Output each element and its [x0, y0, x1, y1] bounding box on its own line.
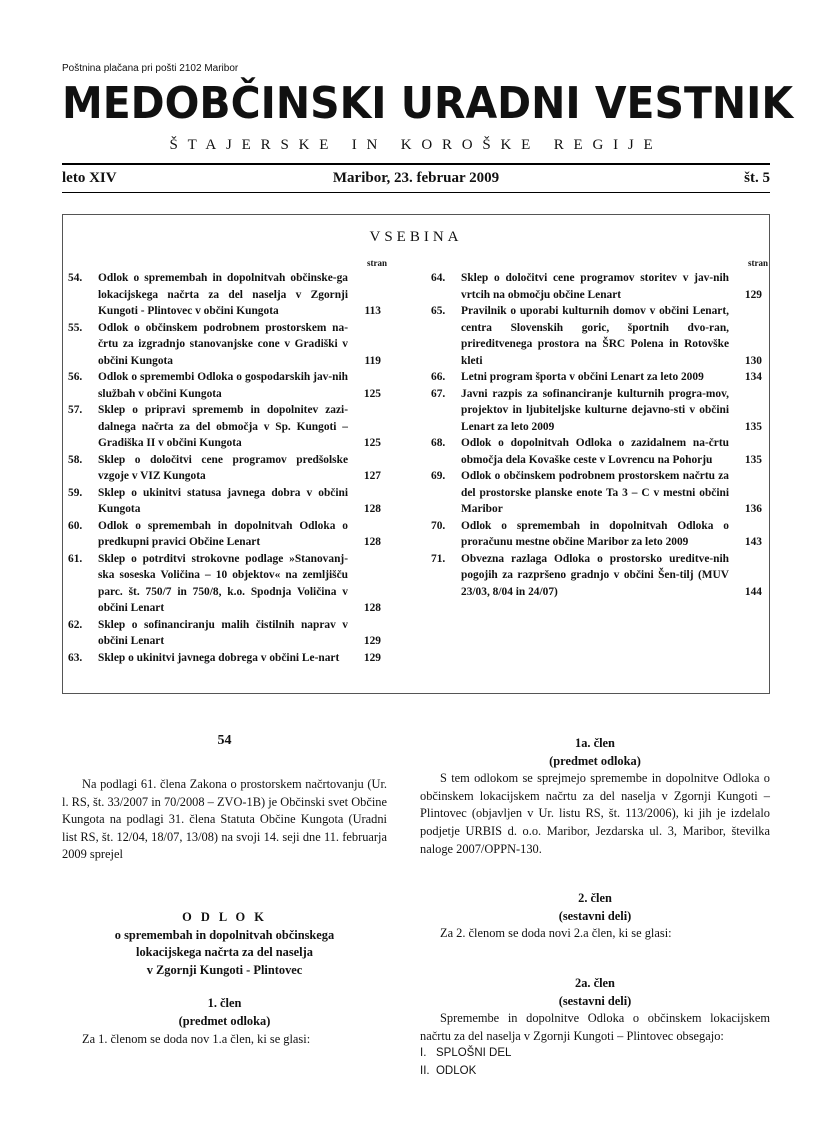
- toc-entry-page: 129: [363, 635, 381, 647]
- toc-entry-title: Odlok o dopolnitvah Odloka o zazidalnem na-črtu območja dela Kovaške ceste v Lovrencu na Pohorju: [461, 437, 729, 466]
- bottom-rule: [62, 192, 770, 193]
- toc-entry: [426, 270, 769, 303]
- article-text: S tem odlokom se sprejmejo spremembe in dopolnitve Odloka o občinskem lokacijskem načrtu za del naselja v Zgornji Kungoti – Plintovec (objavljen v Ur. listu RS, št. 113/2006), ki jih je izdelalo podjetje URBIS d. o.o. Maribor, Jezdarska ul. 3, Maribor, številka naloge 2007/OPPN-130.: [420, 771, 770, 856]
- toc-entry-page: 130: [744, 354, 762, 367]
- article-title: 2. člen: [578, 891, 612, 906]
- toc-entry-number: 69.: [431, 470, 446, 482]
- toc-entry: [63, 369, 388, 402]
- toc-entry-page: 113: [364, 305, 381, 317]
- article-subtitle: (sestavni deli): [558, 908, 632, 923]
- toc-entry-title: Sklep o ukinitvi javnega dobrega v občini Le-nart: [98, 651, 340, 664]
- toc-entry-number: 70.: [431, 519, 446, 532]
- toc-entry: [63, 617, 388, 650]
- toc-entry-title: Sklep o pripravi sprememb in dopolnitev zazi-dalnega načrta za del območja v Sp. Kungoti – Gradiška II v občini Kungota: [98, 404, 348, 449]
- toc-entry-title: Sklep o sofinanciranju malih čistilnih naprav v občini Lenart: [98, 618, 348, 647]
- toc-entry-page: 129: [363, 651, 381, 664]
- toc-entry-page: 119: [364, 354, 381, 367]
- masthead-title: MEDOBČINSKI URADNI VESTNIK: [62, 78, 794, 129]
- toc-entry-number: 63.: [68, 651, 83, 664]
- toc-entry-number: 71.: [431, 552, 446, 565]
- odlok-title: O D L O K: [182, 909, 267, 924]
- toc-entry-page: 134: [744, 371, 762, 383]
- place-date: Maribor, 23. februar 2009: [332, 170, 500, 186]
- toc-entry-title: Sklep o določitvi cene programov storitev v jav-nih vrtcih na območju občine Lenart: [461, 272, 729, 301]
- list-item: II. ODLOK: [420, 1064, 477, 1077]
- toc-entry-number: 58.: [68, 453, 83, 466]
- article-text: Spremembe in dopolnitve Odloka o občinskem lokacijskem načrtu za del naselja v Zgornji Kungoti – Plintovec obsegajo:: [420, 1011, 770, 1043]
- toc-entry: [63, 402, 388, 452]
- toc-entry-number: 55.: [68, 321, 83, 334]
- article-subtitle: (sestavni deli): [558, 993, 632, 1008]
- article-text: Za 2. členom se doda novi 2.a člen, ki se glasi:: [440, 926, 672, 941]
- toc-entry: [63, 270, 388, 320]
- page-label: stran: [367, 258, 387, 268]
- odlok-subtitle-line: v Zgornji Kungoti - Plintovec: [146, 962, 303, 977]
- toc-entry: [63, 518, 388, 551]
- toc-entry-number: 66.: [431, 371, 446, 383]
- toc-title: VSEBINA: [369, 229, 463, 245]
- toc-entry-number: 57.: [68, 404, 83, 416]
- toc-right-column: [426, 258, 769, 600]
- body-right-column: [420, 735, 770, 1081]
- toc-entry-page: 125: [363, 387, 381, 400]
- toc-entry-number: 60.: [68, 519, 83, 532]
- article-subtitle: (predmet odloka): [178, 1013, 271, 1028]
- toc-entry: [63, 320, 388, 370]
- article-title: 1. člen: [207, 996, 242, 1011]
- toc-entry-title: Odlok o spremembah in dopolnitvah Odloka o proračunu mestne občine Maribor za leto 2009: [461, 519, 729, 548]
- article-title: 1a. člen: [575, 736, 615, 750]
- toc-entry-page: 125: [363, 437, 381, 449]
- top-rule: [62, 163, 770, 165]
- toc-entry: [426, 369, 769, 386]
- toc-entry-number: 65.: [431, 305, 446, 317]
- document-number: 54: [217, 733, 232, 748]
- toc-entry-page: 135: [744, 453, 762, 466]
- toc-entry: [426, 303, 769, 369]
- toc-entry-title: Pravilnik o uporabi kulturnih domov v občini Lenart, centra Slovenskih goric, športnih dvo-ran, prireditvenega prostora na ŠRC Polena in Rotovške kleti: [461, 305, 729, 367]
- odlok-subtitle-line: lokacijskega načrta za del naselja: [136, 945, 313, 960]
- page-label: stran: [748, 258, 768, 268]
- toc-entry-title: Odlok o spremembah in dopolnitvah Odloka o predkupni pravici Občine Lenart: [98, 519, 348, 548]
- toc-entry-page: 136: [744, 503, 762, 515]
- postage-note: Poštnina plačana pri pošti 2102 Maribor: [62, 63, 239, 74]
- masthead-subtitle: ŠTAJERSKE IN KOROŠKE REGIJE: [169, 137, 663, 153]
- toc-entry-title: Sklep o potrditvi strokovne podlage »Stanovanj-ska soseska Voličina – 10 objektov« na zemljišču parc. št. 750/7 in 750/8, k.o. Spodnja Voličina v občini Lenart: [98, 552, 348, 614]
- toc-entry-title: Sklep o ukinitvi statusa javnega dobra v občini Kungota: [98, 486, 348, 515]
- article-subtitle: (predmet odloka): [549, 753, 641, 768]
- article-title: 2a. člen: [575, 975, 615, 990]
- year-label: leto XIV: [62, 170, 117, 186]
- toc-entry-number: 68.: [431, 437, 446, 449]
- toc-entry: [63, 551, 388, 617]
- toc-entry: [63, 452, 388, 485]
- toc-entry-title: Odlok o občinskem podrobnem prostorskem na-črtu za izgradnjo stanovanjske cone v Gradiški v občini Kungota: [98, 321, 348, 367]
- toc-entry-page: 143: [744, 536, 762, 548]
- article-text: Za 1. členom se doda nov 1.a člen, ki se glasi:: [82, 1031, 311, 1046]
- toc-entry-title: Javni razpis za sofinanciranje kulturnih progra-mov, projektov in ljubiteljske kulturne dejavno-sti v občini Lenart za leto 2009: [461, 387, 729, 433]
- toc-entry: [63, 485, 388, 518]
- toc-entry: [426, 518, 769, 551]
- toc-entry-page: 128: [363, 503, 381, 515]
- body-left-column: [62, 732, 387, 1048]
- issue-number: št. 5: [744, 170, 770, 186]
- toc-entry: [426, 468, 769, 518]
- intro-paragraph: Na podlagi 61. člena Zakona o prostorskem načrtovanju (Ur. l. RS, št. 33/2007 in 70/2008 – ZVO-1B) je Občinski svet Občine Kungota na podlagi 31. člena Statuta Občine Kungota (Uradni list RS, št. 12/04, 18/07, 13/08) na svoji 14. seji dne 11. februarja 2009 sprejel: [62, 777, 387, 862]
- odlok-subtitle-line: o spremembah in dopolnitvah občinskega: [114, 927, 335, 942]
- toc-entry-number: 67.: [431, 387, 446, 400]
- toc-entry: [426, 551, 769, 601]
- toc-entry-number: 56.: [68, 371, 83, 383]
- toc-entry-title: Sklep o določitvi cene programov predšolske vzgoje v VIZ Kungota: [98, 453, 348, 482]
- toc-entry: [63, 650, 388, 667]
- table-of-contents: [62, 214, 770, 694]
- toc-entry-page: 128: [363, 536, 381, 548]
- toc-entry-page: 135: [744, 420, 762, 433]
- toc-entry-number: 64.: [431, 272, 446, 284]
- toc-entry-number: 59.: [68, 486, 83, 499]
- toc-entry-title: Odlok o spremembah in dopolnitvah občinske-ga lokacijskega načrta za del naselja v Zgornji Kungoti - Plintovec v občini Kungota: [98, 272, 348, 317]
- toc-entry-title: Odlok o občinskem podrobnem prostorskem načrtu za del prostorske planske enote Ta 3 – C v mestni občini Maribor: [461, 470, 729, 515]
- toc-entry-page: 129: [744, 288, 762, 301]
- toc-entry: [426, 435, 769, 468]
- list-item: I. SPLOŠNI DEL: [420, 1047, 512, 1060]
- toc-left-column: [63, 258, 388, 666]
- toc-entry-title: Obvezna razlaga Odloka o prostorsko ureditve-nih pogojih za razpršeno gradnjo v občini Šen-tilj (MUV 23/03, 8/04 in 24/07): [461, 552, 729, 598]
- toc-entry-page: 128: [363, 602, 381, 614]
- issue-info-bar: [62, 170, 770, 190]
- toc-entry-number: 61.: [68, 552, 83, 565]
- toc-entry-title: Odlok o spremembi Odloka o gospodarskih jav-nih službah v občini Kungota: [98, 371, 348, 400]
- toc-entry-number: 54.: [68, 272, 83, 284]
- toc-entry-page: 144: [744, 585, 762, 598]
- toc-entry-number: 62.: [68, 618, 83, 631]
- toc-entry-title: Letni program športa v občini Lenart za leto 2009: [461, 371, 704, 383]
- toc-entry-page: 127: [363, 470, 381, 482]
- toc-entry: [426, 386, 769, 436]
